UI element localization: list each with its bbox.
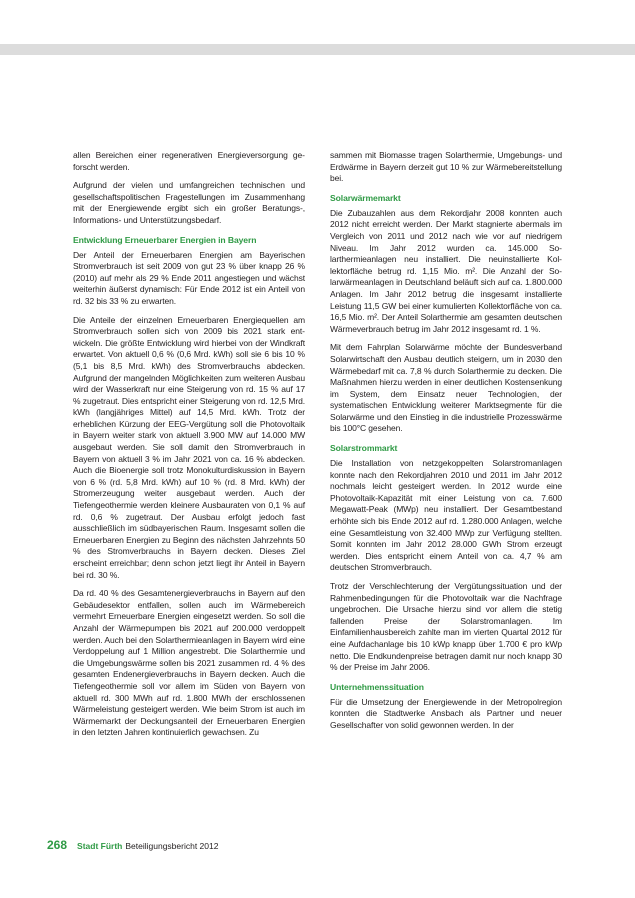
footer-report-title: Beteiligungsbericht 2012 <box>125 841 219 851</box>
body-paragraph: Mit dem Fahrplan Solarwärme möchte der Bundesverband Solarwirtschaft den Ausbau deutlich steigern, um in 2030 den Wärmebedarf mit ca. 7,8 % durch Solarthermie zu decken. Die Maßnahmen hierzu werden in einer deutlichen Kostensenkung im System, dem Einsatz neuer Technologien, der systematischen Entwicklung weiterer Marktsegmente für die Solarwärme und den Einstieg in die industrielle Prozesswärme bis 100°C gesehen. <box>330 342 562 434</box>
body-paragraph: allen Bereichen einer regenerativen Energieversorgung geforscht werden. <box>73 150 305 172</box>
header-band <box>0 44 635 55</box>
body-paragraph: Die Installation von netzgekoppelten Solarstromanlagen konnte nach den Rekordjahren 2010 und 2011 im Jahr 2012 nochmals leicht gesteigert werden. In 2012 wurde eine Photovoltaik-Kapazität mit einer Leistung von ca. 7.600 Megawatt-Peak (MWp) neu installiert. Der Gesamtbestand erhöhte sich bis Ende 2012 auf rd. 1.280.000 Anlagen, welche eine Gesamtleistung von 32.400 MWp zur Verfügung stellten. Somit konnten im Jahr 2012 28.000 GWh Strom erzeugt werden. Dies entspricht einem Anteil von ca. 4,7 % am deutschen Stromverbrauch. <box>330 458 562 573</box>
page-number: 268 <box>47 838 68 852</box>
footer-brand: Stadt Fürth <box>77 841 123 851</box>
section-heading: Entwicklung Erneuerbarer Energien in Bayern <box>73 234 257 245</box>
body-paragraph: Die Zubauzahlen aus dem Rekordjahr 2008 konnten auch 2012 nicht erreicht werden. Der Markt stagnierte abermals im Vergleich von 2011 und 2012 nach wie vor auf niedrigem Niveau. Im Jahr 2012 wurden ca. 145.000 Solarthermieanlagen neu installiert. Die neuinstallierte Kollektorfläche betrug rd. 1,15 Mio. m². Die Anzahl der Solarwärmeanlagen in Deutschland beläuft sich auf ca. 1.800.000 Anlagen. Im Jahr 2012 betrug die insgesamt installierte Leistung 11,5 GW bei einer kumulierten Kollektorfläche von ca. 16,5 Mio. m². Der Anteil Solarthermie am gesamten deutschen Wärmeverbrauch betrug im Jahr 2012 insgesamt rd. 1 %. <box>330 207 562 334</box>
body-paragraph: sammen mit Biomasse tragen Solarthermie, Umgebungs- und Erdwärme in Bayern derzeit gut 10 % zur Wärmebereitstellung bei. <box>330 150 562 184</box>
body-paragraph: Für die Umsetzung der Energiewende in der Metropolregion konnten die Stadtwerke Ansbach als Partner und neuer Gesellschafter von solid gewonnen werden. In der <box>330 696 562 730</box>
page-footer <box>47 838 218 854</box>
section-heading: Solarstrommarkt <box>330 443 398 454</box>
body-paragraph: Der Anteil der Erneuerbaren Energien am Bayerischen Stromverbrauch ist seit 2009 von gut 23 % über knapp 26 % (2010) auf mehr als 29 % Ende 2011 angestiegen und wächst weiterhin äußerst dynamisch: Für Ende 2012 ist ein Anteil von rd. 32 bis 33 % zu erwarten. <box>73 249 305 306</box>
body-paragraph: Die Anteile der einzelnen Erneuerbaren Energiequellen am Stromverbrauch sollen sich von 2009 bis 2021 stark entwickeln. Die größte Entwicklung wird hierbei von der Windkraft erwartet. Von aktuell 0,6 % (0,6 Mrd. kWh) soll sie 6 bis 10 % (5,1 bis 8,5 Mrd. kWh) des Stromverbrauchs abdecken. Aufgrund der mangelnden Möglichkeiten zum weiteren Ausbau wird der Wasserkraft nur eine Steigerung von rd. 15 % auf 17 % zugetraut. Dies entspricht einer Steigerung von rd. 12,5 Mrd. kWh (langjähriges Mittel) auf 14,5 Mrd. kWh. Trotz der erheblichen Kürzung der EEG-Vergütung soll die Photovoltaik in Bayern weiter stark von aktuell 3.900 MW auf 14.000 MW ausgebaut werden. Sie soll damit den Stromverbrauch in Bayern von aktuell 3 % im Jahr 2021 von ca. 16 % abdecken. Auch die Bioenergie soll trotz Monokulturdiskussion in Bayern von 6 % (rd. 5,8 Mrd. kWh) auf 10 % (rd. 8 Mrd. kWh) der Stromerzeugung weiter ausgebaut werden. Auch der Tiefengeothermie werden kleinere Ausbauraten von 0,1 % auf rd. 0,6 % zugetraut. Der Ausbau erfolgt jedoch fast ausschließlich im südbayerischen Raum. Insgesamt sollen die Erneuerbaren Energien zu Beginn des nächsten Jahrzehnts 50 % des Stromverbrauchs in Bayern decken. Dieses Ziel erscheint erreichbar; denn schon jetzt liegt ihr Anteil in Bayern bei rd. 30 %. <box>73 314 305 580</box>
body-paragraph: Trotz der Verschlechterung der Vergütungssituation und der Rahmenbedingungen für die Photovoltaik war die Nachfrage ungebrochen. Die Ursache hierzu sind vor allem die stetig fallenden Preise der Solarstromanlagen. Im Einfamilienhausbereich zahlte man im vierten Quartal 2012 für eine Aufdachanlage bis 10 kWp knapp über 1.700 € pro kWp netto. Die Endkundenpreise betragen damit nur noch knapp 30 % der Preise im Jahr 2006. <box>330 581 562 673</box>
left-column <box>73 150 305 746</box>
body-paragraph: Aufgrund der vielen und umfangreichen technischen und gesellschaftspolitischen Fragestellungen im Zusammenhang mit der Energiewende ergibt sich ein großer Beratungs-, Informations- und Unterstützungsbedarf. <box>73 180 305 225</box>
body-paragraph: Da rd. 40 % des Gesamtenergieverbrauchs in Bayern auf den Gebäudesektor entfallen, sollen auch im Wärmebereich vermehrt Erneuerbare Energien eingesetzt werden. So soll die Anzahl der Wärmepumpen bis 2021 auf 200.000 verdoppelt werden. Auch bei den Solarthermieanlagen in Bayern wird eine Verdoppelung auf 1 Million angestrebt. Die Solarthermie und die Umgebungswärme sollen bis 2021 zusammen rd. 4 % des gesamten Endenergieverbrauchs in Bayern decken. Auch die Tiefengeothermie soll vor allem im Süden von Bayern von aktuell rd. 300 MWh auf rd. 1.800 MWh der erschlossenen Wärmeleistung gesteigert werden. Wie beim Strom ist auch im Wärmemarkt der Deckungsanteil der Erneuerbaren Energien in den letzten Jahren kontinuierlich gewachsen. Zu <box>73 588 305 738</box>
right-column <box>330 150 562 739</box>
section-heading: Unternehmenssituation <box>330 681 424 692</box>
section-heading: Solarwärmemarkt <box>330 192 401 203</box>
